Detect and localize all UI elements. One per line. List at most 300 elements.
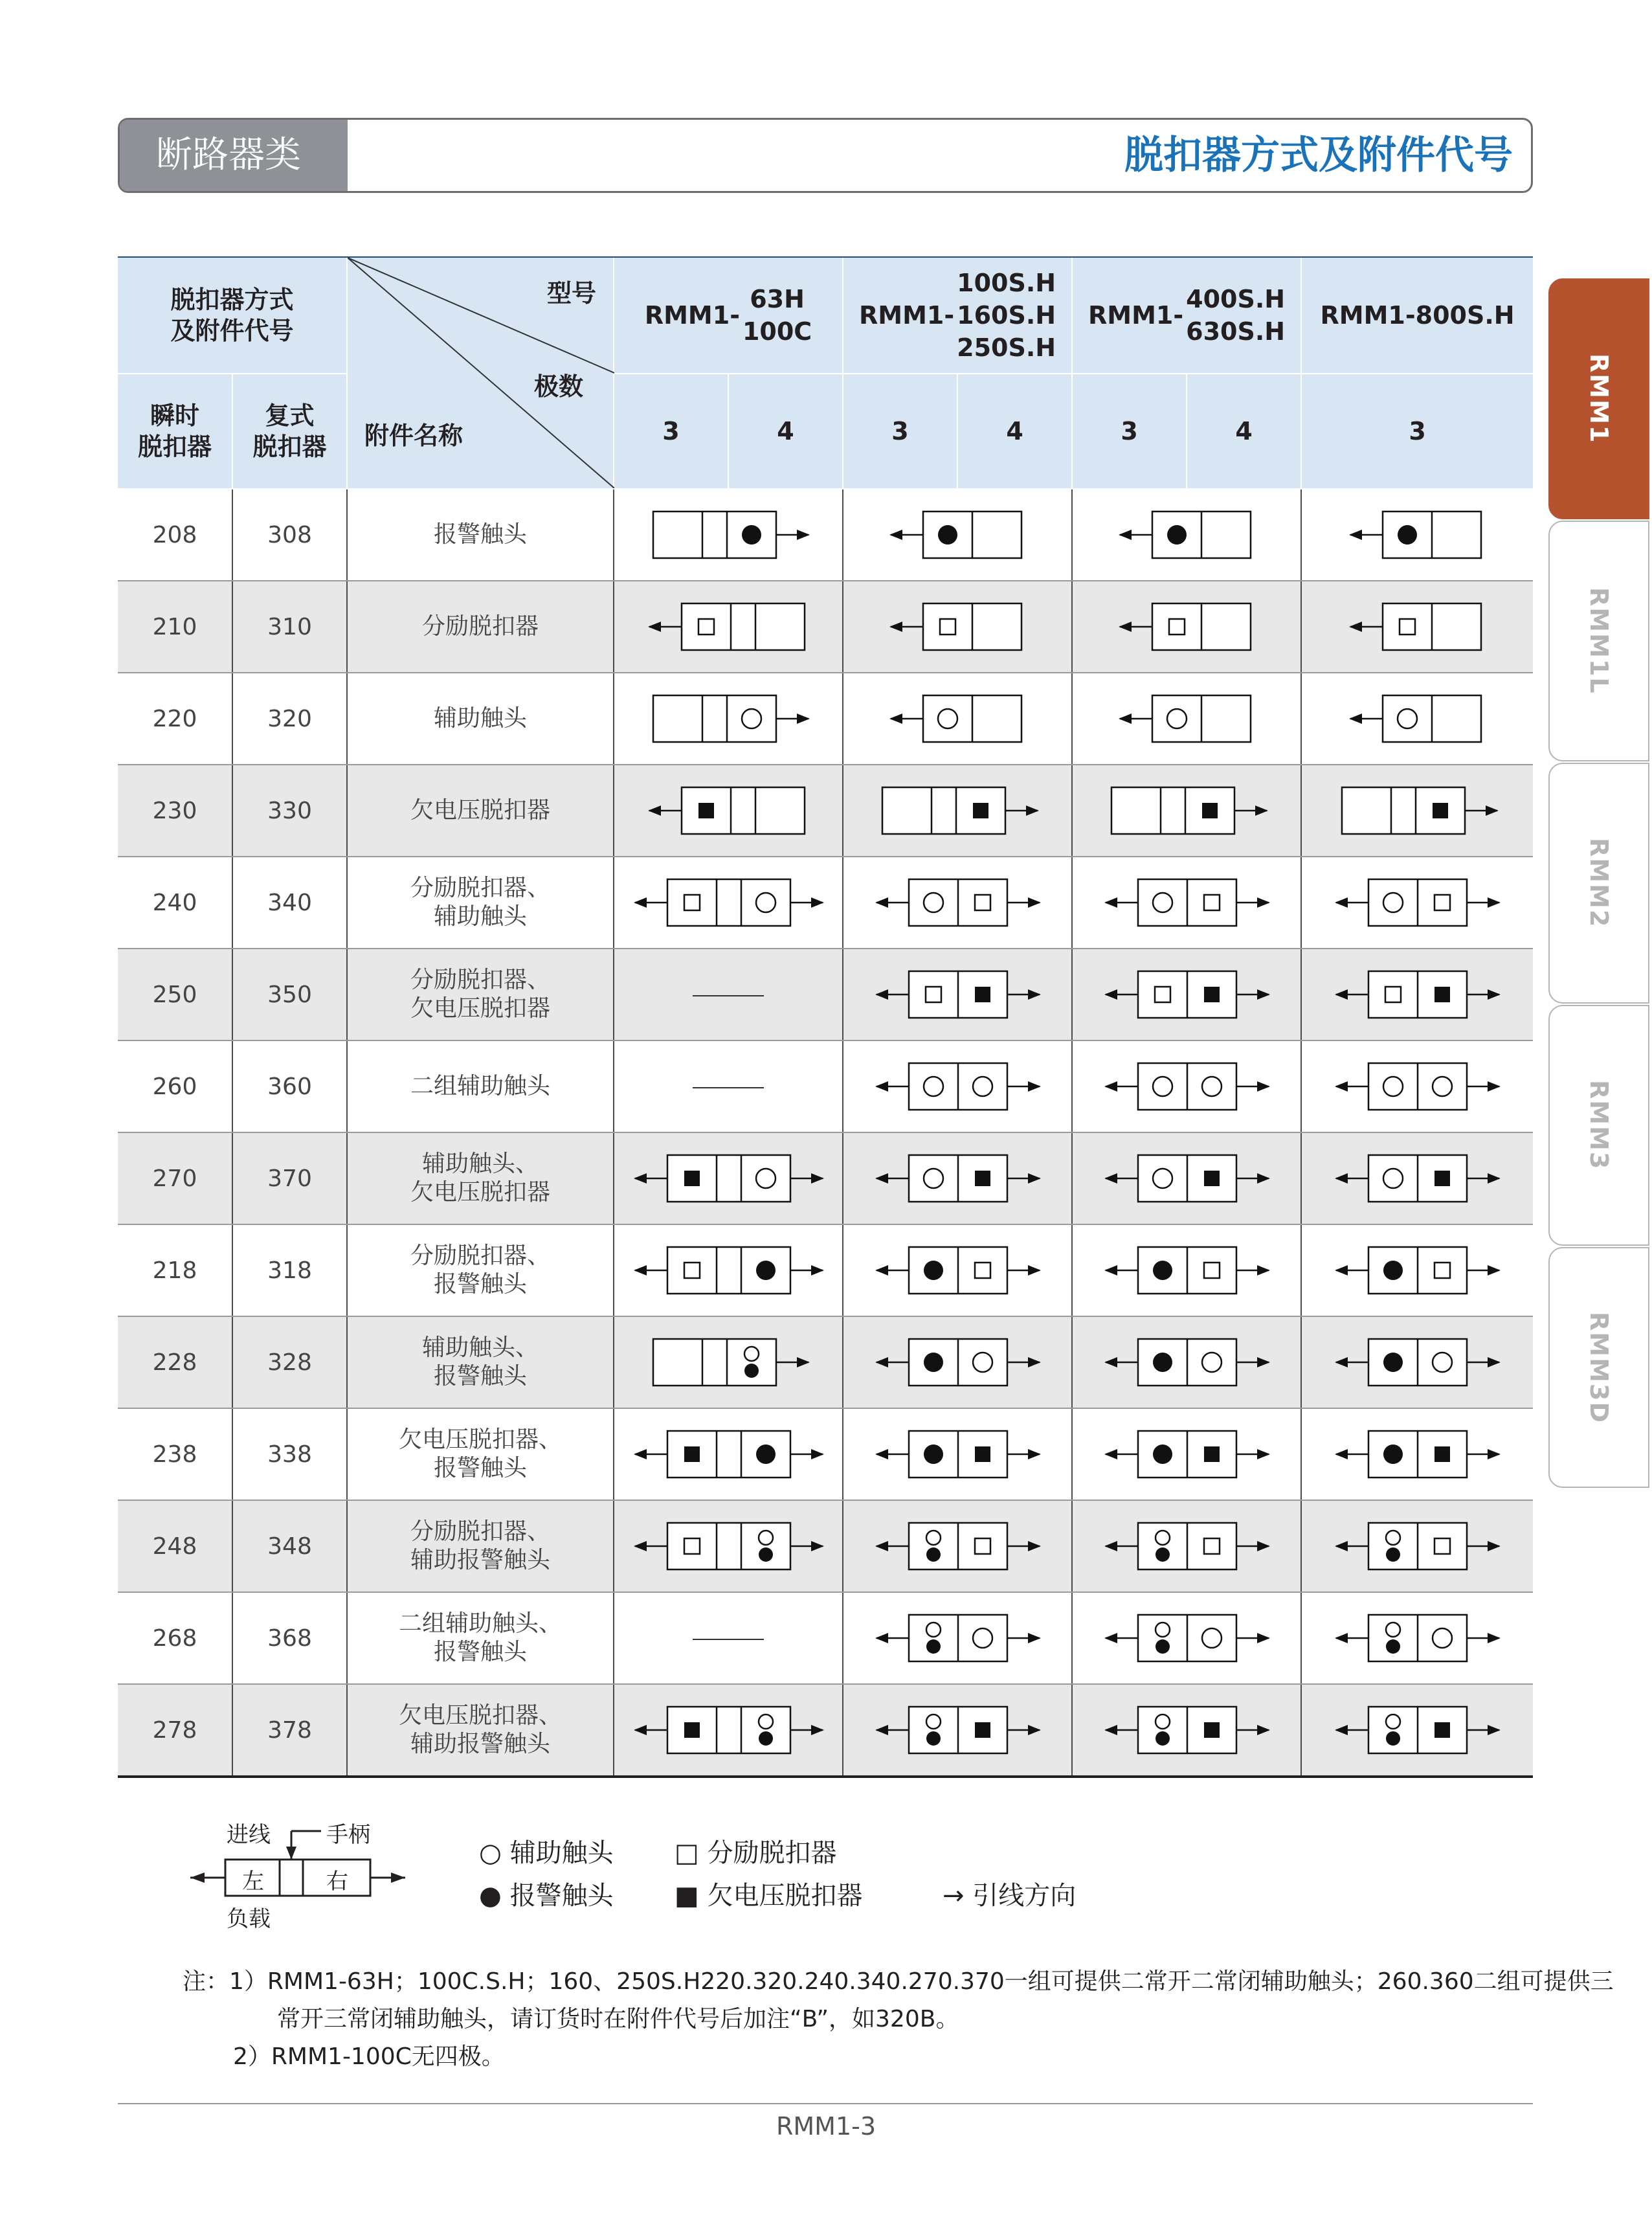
compound-code: 350 bbox=[232, 949, 347, 1040]
alarm-contact-icon bbox=[924, 1353, 943, 1372]
pole-layout-symbol bbox=[1302, 591, 1534, 662]
instant-code: 270 bbox=[118, 1132, 232, 1224]
shunt-release-icon bbox=[684, 1263, 700, 1278]
wiring-symbol-cell bbox=[1072, 1408, 1301, 1500]
wiring-symbol-cell bbox=[1301, 1132, 1533, 1224]
pole-layout-symbol bbox=[843, 1051, 1073, 1122]
alarm-contact-icon bbox=[924, 1445, 943, 1464]
wiring-symbol-cell bbox=[1072, 1316, 1301, 1408]
aux-contact-icon bbox=[926, 1714, 941, 1729]
pole-layout-symbol bbox=[1073, 1419, 1302, 1490]
poles-label: 极数 bbox=[534, 372, 584, 401]
accessory-name: 报警触头 bbox=[347, 489, 614, 581]
dash bbox=[693, 1087, 764, 1088]
pole-layout-symbol bbox=[1073, 499, 1302, 570]
wiring-symbol-cell bbox=[843, 581, 1072, 673]
model-sizes: 400S.H 630S.H bbox=[1186, 285, 1286, 346]
pole-layout-symbol bbox=[1302, 867, 1534, 938]
note-line-2: 常开三常闭辅助触头，请订货时在附件代号后加注“B”，如320B。 bbox=[277, 2006, 959, 2032]
wiring-symbol-cell bbox=[1301, 581, 1533, 673]
pole-layout-symbol bbox=[1302, 1511, 1534, 1582]
corner-title: 脱扣器方式 及附件代号 bbox=[118, 258, 347, 374]
alarm-contact-icon bbox=[1386, 1639, 1400, 1654]
wiring-symbol-cell bbox=[1072, 1500, 1301, 1592]
uv-release-icon bbox=[975, 1171, 990, 1186]
instant-code: 278 bbox=[118, 1684, 232, 1777]
wiring-symbol-cell bbox=[1072, 1684, 1301, 1777]
shunt-release-icon bbox=[1434, 1263, 1450, 1278]
side-tab-rmm1l[interactable] bbox=[1548, 521, 1649, 761]
shunt-release-icon bbox=[975, 1538, 990, 1554]
aux-contact-icon bbox=[926, 1623, 941, 1637]
wiring-symbol-cell bbox=[843, 1684, 1072, 1777]
accessory-name: 辅助触头、 报警触头 bbox=[347, 1316, 614, 1408]
table-row bbox=[118, 1040, 1533, 1132]
accessory-name: 分励脱扣器 bbox=[347, 581, 614, 673]
aux-contact-icon bbox=[1383, 1169, 1403, 1188]
shunt-release-icon bbox=[684, 1538, 700, 1554]
pole-layout-symbol bbox=[1302, 1327, 1534, 1398]
accessory-name: 分励脱扣器、 辅助触头 bbox=[347, 857, 614, 949]
alarm-contact-icon bbox=[742, 525, 761, 545]
uv-release-icon bbox=[684, 1446, 700, 1462]
pole-layout-symbol bbox=[614, 867, 843, 938]
alarm-contact-icon bbox=[1153, 1445, 1172, 1464]
compound-code: 310 bbox=[232, 581, 347, 673]
aux-contact-icon bbox=[1155, 1531, 1170, 1545]
notes bbox=[183, 1963, 1614, 2076]
aux-contact-icon bbox=[1202, 1628, 1222, 1648]
pole-layout-symbol bbox=[614, 683, 843, 754]
right-label: 右 bbox=[326, 1869, 348, 1894]
wiring-symbol-cell bbox=[614, 1408, 843, 1500]
table-body bbox=[118, 489, 1533, 1777]
side-tab-rmm3[interactable] bbox=[1548, 1005, 1649, 1246]
wiring-symbol-cell bbox=[843, 1040, 1072, 1132]
shunt-release-icon bbox=[1155, 987, 1170, 1002]
instant-code: 248 bbox=[118, 1500, 232, 1592]
shunt-release-icon bbox=[1434, 1538, 1450, 1554]
model-header-63h bbox=[614, 258, 843, 374]
alarm-contact-icon bbox=[1153, 1353, 1172, 1372]
instant-code: 250 bbox=[118, 949, 232, 1040]
shunt-release-icon bbox=[698, 619, 714, 635]
shunt-release-icon bbox=[975, 1263, 990, 1278]
uv-release-icon bbox=[1434, 1171, 1450, 1186]
table-row bbox=[118, 581, 1533, 673]
pole-layout-symbol bbox=[843, 1419, 1073, 1490]
pole-layout-symbol bbox=[614, 1694, 843, 1766]
wiring-symbol-cell bbox=[1301, 1040, 1533, 1132]
uv-release-icon bbox=[1433, 803, 1448, 818]
wiring-symbol-cell bbox=[1072, 1132, 1301, 1224]
wiring-symbol-cell bbox=[614, 1132, 843, 1224]
model-header-800sh bbox=[1301, 258, 1533, 374]
aux-contact-icon bbox=[1433, 1628, 1452, 1648]
wiring-orientation-diagram bbox=[188, 1813, 421, 1936]
aux-contact-icon bbox=[1202, 1077, 1222, 1096]
pole-layout-symbol bbox=[614, 775, 843, 846]
pole-header: 3 bbox=[843, 374, 957, 489]
side-tab-label: RMM3 bbox=[1585, 1080, 1613, 1171]
aux-contact-icon bbox=[1153, 1077, 1172, 1096]
wiring-symbol-cell bbox=[843, 949, 1072, 1040]
instant-code: 240 bbox=[118, 857, 232, 949]
instant-code: 220 bbox=[118, 673, 232, 765]
aux-contact-icon bbox=[924, 1169, 943, 1188]
alarm-contact-icon bbox=[1398, 525, 1417, 545]
aux-contact-icon bbox=[1383, 1077, 1403, 1096]
aux-contact-icon bbox=[1155, 1623, 1170, 1637]
aux-contact-icon bbox=[1153, 1169, 1172, 1188]
pole-layout-symbol bbox=[1302, 1051, 1534, 1122]
pole-layout-symbol bbox=[1073, 1602, 1302, 1674]
pole-header: 3 bbox=[614, 374, 728, 489]
accessory-name: 辅助触头、 欠电压脱扣器 bbox=[347, 1132, 614, 1224]
aux-contact-icon bbox=[924, 1077, 943, 1096]
pole-layout-symbol bbox=[1073, 867, 1302, 938]
alarm-contact-icon bbox=[924, 1261, 943, 1280]
uv-release-icon bbox=[1202, 803, 1218, 818]
aux-contact-icon bbox=[1202, 1353, 1222, 1372]
aux-contact-icon bbox=[924, 893, 943, 912]
aux-contact-icon bbox=[1433, 1077, 1452, 1096]
shunt-release-icon bbox=[1204, 895, 1220, 910]
wiring-symbol-cell bbox=[614, 1500, 843, 1592]
model-prefix: RMM1- bbox=[644, 301, 740, 330]
handle-label: 手柄 bbox=[326, 1822, 370, 1848]
accessory-name-label: 附件名称 bbox=[364, 422, 463, 450]
pole-layout-symbol bbox=[843, 1511, 1073, 1582]
pole-layout-symbol bbox=[1302, 683, 1534, 754]
aux-contact-icon bbox=[759, 1714, 773, 1729]
side-tab-label: RMM3D bbox=[1585, 1311, 1613, 1424]
pole-layout-symbol bbox=[1073, 1235, 1302, 1306]
alarm-contact-icon bbox=[1155, 1731, 1170, 1746]
pole-layout-symbol bbox=[1302, 1143, 1534, 1214]
table-row bbox=[118, 1592, 1533, 1684]
load-label: 负载 bbox=[227, 1906, 271, 1932]
wiring-symbol-cell bbox=[614, 581, 843, 673]
compound-code: 368 bbox=[232, 1592, 347, 1684]
compound-code: 370 bbox=[232, 1132, 347, 1224]
pole-layout-symbol bbox=[1302, 1235, 1534, 1306]
uv-release-icon bbox=[698, 803, 714, 818]
aux-contact-icon bbox=[1383, 893, 1403, 912]
pole-layout-symbol bbox=[1073, 1694, 1302, 1766]
shunt-release-icon bbox=[1385, 987, 1401, 1002]
not-available-dash bbox=[614, 1040, 843, 1132]
shunt-release-icon bbox=[926, 987, 941, 1002]
wiring-symbol-cell bbox=[843, 1316, 1072, 1408]
wiring-symbol-cell bbox=[1301, 1316, 1533, 1408]
pole-layout-symbol bbox=[1302, 959, 1534, 1030]
accessory-name: 二组辅助触头 bbox=[347, 1040, 614, 1132]
alarm-contact-icon bbox=[756, 1445, 776, 1464]
left-label: 左 bbox=[242, 1869, 264, 1894]
pole-header: 3 bbox=[1301, 374, 1533, 489]
uv-release-icon bbox=[1434, 1446, 1450, 1462]
instant-code: 260 bbox=[118, 1040, 232, 1132]
side-tab-label: RMM1 bbox=[1585, 354, 1613, 444]
uv-release-icon bbox=[1204, 1171, 1220, 1186]
alarm-contact-icon bbox=[926, 1547, 941, 1562]
compound-code: 348 bbox=[232, 1500, 347, 1592]
pole-layout-symbol bbox=[1073, 1327, 1302, 1398]
aux-contact-icon bbox=[744, 1347, 759, 1361]
model-header-250sh bbox=[843, 258, 1072, 374]
uv-release-icon bbox=[975, 987, 990, 1002]
uv-release-icon bbox=[1434, 987, 1450, 1002]
pole-layout-symbol bbox=[843, 867, 1073, 938]
wiring-symbol-cell bbox=[843, 673, 1072, 765]
table-row bbox=[118, 949, 1533, 1040]
model-sizes: 63H 100C bbox=[742, 285, 812, 346]
wiring-symbol-cell bbox=[1301, 765, 1533, 857]
table-row bbox=[118, 1684, 1533, 1777]
accessory-name: 二组辅助触头、 报警触头 bbox=[347, 1592, 614, 1684]
wiring-symbol-cell bbox=[1301, 1500, 1533, 1592]
aux-contact-icon bbox=[926, 1531, 941, 1545]
pole-layout-symbol bbox=[843, 499, 1073, 570]
wiring-symbol-cell bbox=[1072, 949, 1301, 1040]
aux-contact-icon bbox=[938, 709, 957, 728]
wiring-symbol-cell bbox=[1072, 1040, 1301, 1132]
compound-code: 330 bbox=[232, 765, 347, 857]
table-row bbox=[118, 1500, 1533, 1592]
pole-layout-symbol bbox=[1073, 959, 1302, 1030]
wiring-symbol-cell bbox=[1072, 489, 1301, 581]
alarm-contact-icon bbox=[744, 1364, 759, 1378]
pole-layout-symbol bbox=[614, 1235, 843, 1306]
aux-contact-icon bbox=[1398, 709, 1417, 728]
compound-release-header: 复式 脱扣器 bbox=[232, 374, 347, 489]
table-row bbox=[118, 673, 1533, 765]
shunt-release-icon bbox=[1204, 1538, 1220, 1554]
pole-layout-symbol bbox=[843, 683, 1073, 754]
wiring-symbol-cell bbox=[843, 1500, 1072, 1592]
shunt-release-icon bbox=[1400, 619, 1415, 635]
aux-contact-icon bbox=[759, 1531, 773, 1545]
legend-aux-contact: ○ 辅助触头 bbox=[479, 1838, 614, 1868]
wiring-symbol-cell bbox=[1301, 1224, 1533, 1316]
accessory-code-table bbox=[118, 258, 1533, 1778]
pole-layout-symbol bbox=[1073, 775, 1302, 846]
aux-contact-icon bbox=[973, 1077, 992, 1096]
wiring-symbol-cell bbox=[614, 489, 843, 581]
table-row bbox=[118, 765, 1533, 857]
uv-release-icon bbox=[973, 803, 988, 818]
pole-layout-symbol bbox=[614, 1511, 843, 1582]
instant-code: 210 bbox=[118, 581, 232, 673]
model-prefix: RMM1- bbox=[1088, 301, 1184, 330]
compound-code: 318 bbox=[232, 1224, 347, 1316]
compound-code: 340 bbox=[232, 857, 347, 949]
compound-code: 378 bbox=[232, 1684, 347, 1777]
wiring-symbol-cell bbox=[614, 857, 843, 949]
wiring-symbol-cell bbox=[843, 489, 1072, 581]
instant-code: 208 bbox=[118, 489, 232, 581]
pole-layout-symbol bbox=[843, 1602, 1073, 1674]
alarm-contact-icon bbox=[1155, 1639, 1170, 1654]
note-line-3: 2）RMM1-100C无四极。 bbox=[233, 2043, 505, 2070]
legend-uv-release: ■ 欠电压脱扣器 bbox=[675, 1881, 863, 1911]
accessory-name: 欠电压脱扣器 bbox=[347, 765, 614, 857]
pole-header: 3 bbox=[1072, 374, 1187, 489]
alarm-contact-icon bbox=[759, 1731, 773, 1746]
aux-contact-icon bbox=[1386, 1714, 1400, 1729]
compound-code: 308 bbox=[232, 489, 347, 581]
wiring-symbol-cell bbox=[614, 765, 843, 857]
pole-layout-symbol bbox=[1302, 775, 1534, 846]
wiring-symbol-cell bbox=[614, 1684, 843, 1777]
wiring-symbol-cell bbox=[843, 1132, 1072, 1224]
model-label: 型号 bbox=[547, 279, 597, 308]
shunt-release-icon bbox=[975, 895, 990, 910]
wiring-symbol-cell bbox=[1301, 1684, 1533, 1777]
legend bbox=[188, 1813, 1482, 1936]
wiring-symbol-cell bbox=[1072, 857, 1301, 949]
legend-alarm-contact: ● 报警触头 bbox=[479, 1881, 614, 1911]
page-number: RMM1-3 bbox=[776, 2112, 876, 2141]
instant-code: 238 bbox=[118, 1408, 232, 1500]
table-row bbox=[118, 1132, 1533, 1224]
alarm-contact-icon bbox=[756, 1261, 776, 1280]
aux-contact-icon bbox=[756, 1169, 776, 1188]
wiring-symbol-cell bbox=[843, 1408, 1072, 1500]
legend-shunt-release: □ 分励脱扣器 bbox=[675, 1838, 837, 1868]
accessory-name: 欠电压脱扣器、 辅助报警触头 bbox=[347, 1684, 614, 1777]
uv-release-icon bbox=[1204, 1446, 1220, 1462]
pole-layout-symbol bbox=[614, 1143, 843, 1214]
wiring-symbol-cell bbox=[1301, 857, 1533, 949]
side-tab-rmm3d[interactable] bbox=[1548, 1247, 1649, 1488]
aux-contact-icon bbox=[973, 1628, 992, 1648]
aux-contact-icon bbox=[973, 1353, 992, 1372]
pole-layout-symbol bbox=[1073, 1051, 1302, 1122]
uv-release-icon bbox=[684, 1171, 700, 1186]
side-tab-label: RMM1L bbox=[1585, 587, 1613, 695]
shunt-release-icon bbox=[1434, 895, 1450, 910]
alarm-contact-icon bbox=[1386, 1547, 1400, 1562]
pole-layout-symbol bbox=[1073, 683, 1302, 754]
accessory-name: 辅助触头 bbox=[347, 673, 614, 765]
wiring-symbol-cell bbox=[843, 857, 1072, 949]
aux-contact-icon bbox=[1433, 1353, 1452, 1372]
side-tab-rmm1[interactable] bbox=[1548, 278, 1649, 519]
pole-layout-symbol bbox=[614, 1419, 843, 1490]
pole-header: 4 bbox=[728, 374, 843, 489]
aux-contact-icon bbox=[1167, 709, 1187, 728]
model-sizes: 100S.H 160S.H 250S.H bbox=[957, 269, 1056, 362]
header-category: 断路器类 bbox=[120, 120, 348, 191]
table-row bbox=[118, 857, 1533, 949]
alarm-contact-icon bbox=[1383, 1261, 1403, 1280]
compound-code: 338 bbox=[232, 1408, 347, 1500]
table-row bbox=[118, 489, 1533, 581]
accessory-name: 分励脱扣器、 报警触头 bbox=[347, 1224, 614, 1316]
instant-code: 228 bbox=[118, 1316, 232, 1408]
aux-contact-icon bbox=[756, 893, 776, 912]
wiring-symbol-cell bbox=[1301, 673, 1533, 765]
pole-layout-symbol bbox=[1302, 499, 1534, 570]
note-line-1: 注：1）RMM1-63H；100C.S.H；160、250S.H220.320.240.340.270.370一组可提供二常开二常闭辅助触头；260.360二组可提供三 bbox=[183, 1968, 1614, 1995]
table-row bbox=[118, 1316, 1533, 1408]
wiring-symbol-cell bbox=[1301, 1592, 1533, 1684]
pole-layout-symbol bbox=[1302, 1602, 1534, 1674]
instant-code: 268 bbox=[118, 1592, 232, 1684]
instant-code: 230 bbox=[118, 765, 232, 857]
uv-release-icon bbox=[1204, 987, 1220, 1002]
alarm-contact-icon bbox=[1167, 525, 1187, 545]
model-sizes: RMM1-800S.H bbox=[1320, 301, 1515, 330]
wiring-symbol-cell bbox=[843, 765, 1072, 857]
pole-layout-symbol bbox=[843, 1694, 1073, 1766]
uv-release-icon bbox=[1204, 1722, 1220, 1738]
dash bbox=[693, 1639, 764, 1640]
alarm-contact-icon bbox=[926, 1639, 941, 1654]
pole-layout-symbol bbox=[843, 1143, 1073, 1214]
uv-release-icon bbox=[975, 1722, 990, 1738]
not-available-dash bbox=[614, 949, 843, 1040]
compound-code: 328 bbox=[232, 1316, 347, 1408]
pole-header: 4 bbox=[957, 374, 1072, 489]
alarm-contact-icon bbox=[759, 1547, 773, 1562]
incoming-label: 进线 bbox=[227, 1822, 271, 1848]
side-tab-rmm2[interactable] bbox=[1548, 763, 1649, 1004]
pole-layout-symbol bbox=[843, 775, 1073, 846]
aux-contact-icon bbox=[1153, 893, 1172, 912]
wiring-symbol-cell bbox=[1072, 581, 1301, 673]
pole-layout-symbol bbox=[843, 1235, 1073, 1306]
alarm-contact-icon bbox=[1383, 1445, 1403, 1464]
wiring-symbol-cell bbox=[1072, 1224, 1301, 1316]
uv-release-icon bbox=[975, 1446, 990, 1462]
aux-contact-icon bbox=[742, 709, 761, 728]
accessory-name: 分励脱扣器、 辅助报警触头 bbox=[347, 1500, 614, 1592]
alarm-contact-icon bbox=[1153, 1261, 1172, 1280]
alarm-contact-icon bbox=[1386, 1731, 1400, 1746]
aux-contact-icon bbox=[1155, 1714, 1170, 1729]
instant-code: 218 bbox=[118, 1224, 232, 1316]
page-title: 脱扣器方式及附件代号 bbox=[1124, 133, 1513, 178]
alarm-contact-icon bbox=[926, 1731, 941, 1746]
shunt-release-icon bbox=[940, 619, 955, 635]
not-available-dash bbox=[614, 1592, 843, 1684]
table-row bbox=[118, 1224, 1533, 1316]
model-header-630sh bbox=[1072, 258, 1301, 374]
wiring-symbol-cell bbox=[1072, 1592, 1301, 1684]
pole-header: 4 bbox=[1187, 374, 1301, 489]
table-row bbox=[118, 1408, 1533, 1500]
pole-layout-symbol bbox=[1302, 1694, 1534, 1766]
wiring-symbol-cell bbox=[614, 673, 843, 765]
accessory-name: 分励脱扣器、 欠电压脱扣器 bbox=[347, 949, 614, 1040]
wiring-symbol-cell bbox=[614, 1224, 843, 1316]
pole-layout-symbol bbox=[843, 1327, 1073, 1398]
footer-rule bbox=[118, 2103, 1533, 2104]
wiring-symbol-cell bbox=[843, 1224, 1072, 1316]
shunt-release-icon bbox=[1204, 1263, 1220, 1278]
pole-layout-symbol bbox=[1073, 1511, 1302, 1582]
shunt-release-icon bbox=[684, 895, 700, 910]
alarm-contact-icon bbox=[938, 525, 957, 545]
pole-layout-symbol bbox=[1073, 1143, 1302, 1214]
diagonal-header-cell bbox=[347, 258, 614, 489]
alarm-contact-icon bbox=[1155, 1547, 1170, 1562]
uv-release-icon bbox=[1434, 1722, 1450, 1738]
compound-code: 360 bbox=[232, 1040, 347, 1132]
